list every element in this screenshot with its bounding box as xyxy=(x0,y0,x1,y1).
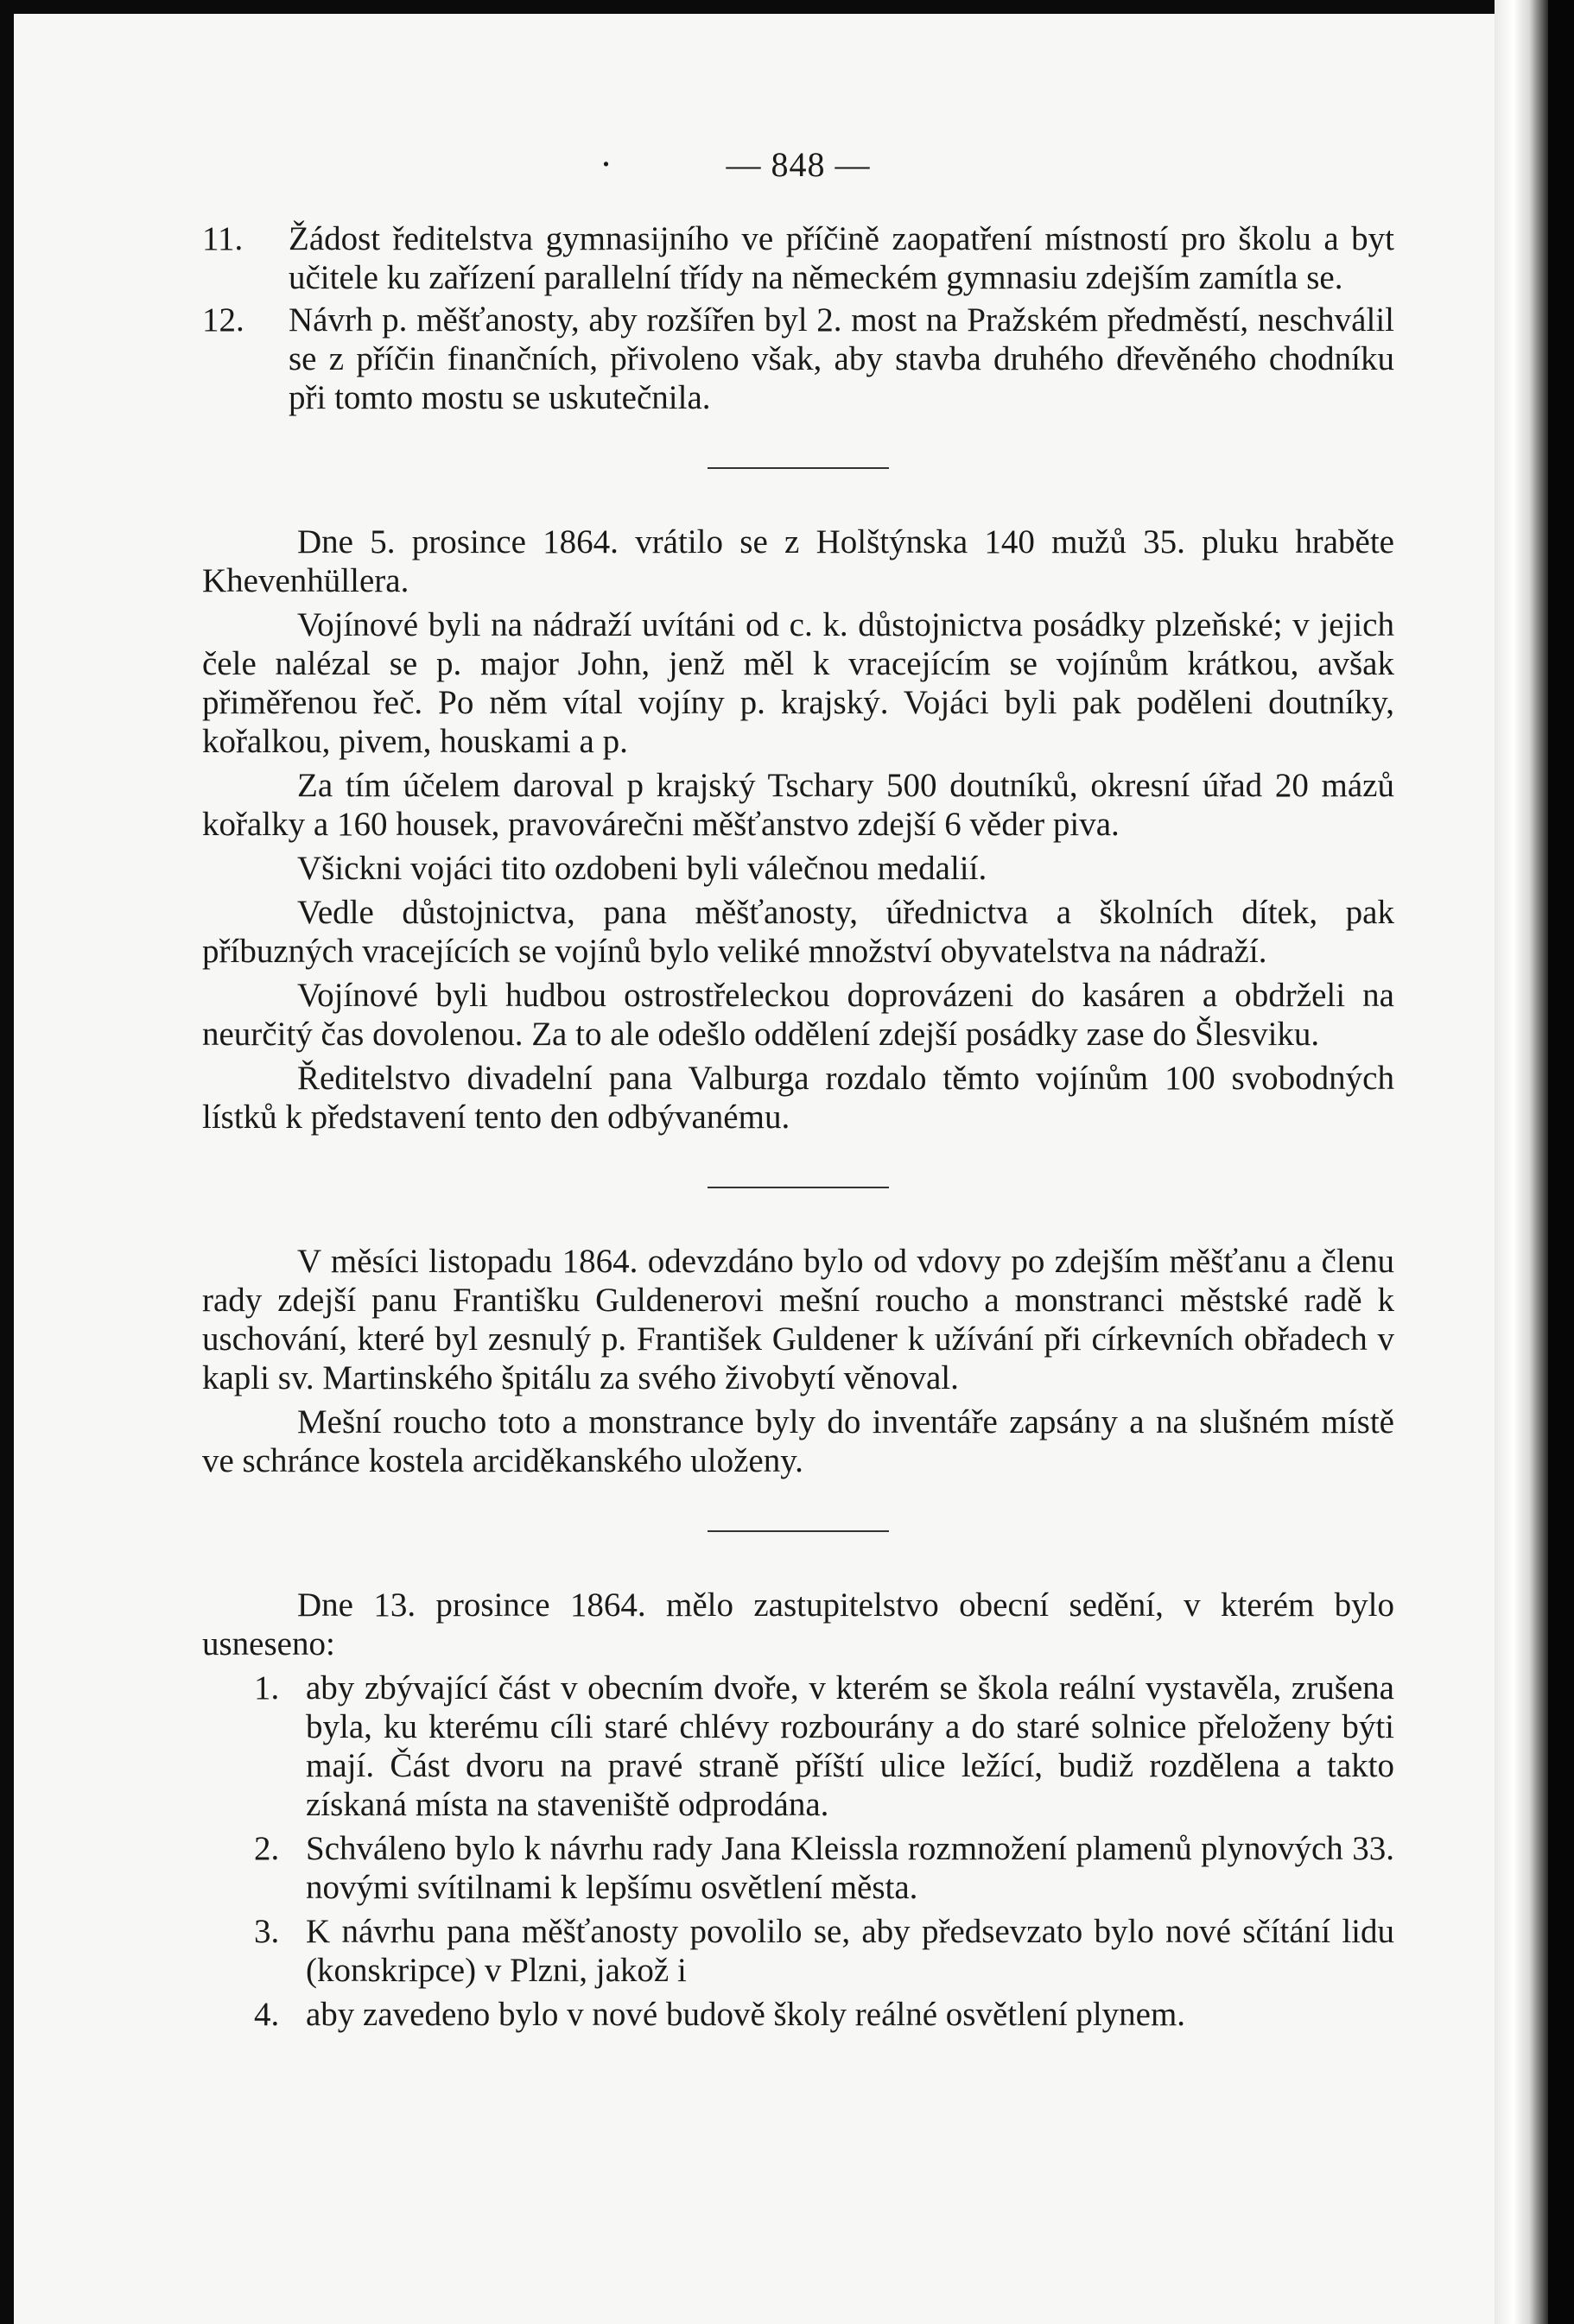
item-text: K návrhu pana měšťanosty povolilo se, aby předsevzato bylo nové sčítání lidu (konskripce) v Plzni, jakož i xyxy=(306,1913,1394,1989)
item-number: 4. xyxy=(254,1996,280,2033)
list-item xyxy=(202,1669,1394,1824)
section-divider xyxy=(708,1187,889,1188)
paragraph: Dne 5. prosince 1864. vrátilo se z Holštýnska 140 mužů 35. pluku hraběte Khevenhüllera. xyxy=(202,523,1394,599)
list-item xyxy=(202,301,1394,417)
item-number: 12. xyxy=(202,301,244,339)
page-text xyxy=(202,130,1394,2039)
section-divider xyxy=(708,1530,889,1532)
page-fold xyxy=(1495,0,1548,2324)
paragraph: V měsíci listopadu 1864. odevzdáno bylo od vdovy po zdejším měšťanu a členu rady zdejší panu Františku Guldenerovi mešní roucho a monstranci městské radě k uschování, které byl zesnulý p. František Guldener k užívání při církevních obřadech v kapli sv. Martinského špitálu za svého živobytí věnoval. xyxy=(202,1243,1394,1396)
scan-edge xyxy=(1548,0,1574,2324)
paragraph: Mešní roucho toto a monstrance byly do inventáře zapsány a na slušném místě ve schránce kostela arciděkanského uloženy. xyxy=(202,1403,1394,1479)
paragraph: Vojínové byli na nádraží uvítáni od c. k. důstojnictva posádky plzeňské; v jejich čele nalézal se p. major John, jenž měl k vracejícím se vojínům krátkou, avšak přiměřenou řeč. Po něm vítal vojíny p. krajský. Vojáci byli pak poděleni doutníky, kořalkou, pivem, houskami a p. xyxy=(202,606,1394,760)
page-number: — 848 — xyxy=(726,145,871,184)
paragraph: Vedle důstojnictva, pana měšťanosty, úřednictva a školních dítek, pak příbuzných vracejících se vojínů bylo veliké množství obyvatelstva na nádraží. xyxy=(202,894,1394,970)
paragraph: Ředitelstvo divadelní pana Valburga rozdalo těmto vojínům 100 svobodných lístků k představení tento den odbývanému. xyxy=(202,1060,1394,1136)
paragraph: Všickni vojáci tito ozdobeni byli válečnou medalií. xyxy=(297,850,987,887)
item-number: 1. xyxy=(254,1669,280,1707)
list-item xyxy=(202,219,1394,297)
paragraph: Dne 13. prosince 1864. mělo zastupitelstvo obecní sedění, v kterém bylo usneseno: xyxy=(202,1586,1394,1662)
page-mark: . xyxy=(601,132,611,174)
paragraph: Vojínové byli hudbou ostrostřeleckou doprovázeni do kasáren a obdrželi na neurčitý čas dovolenou. Za to ale odešlo oddělení zdejší posádky zase do Šlesviku. xyxy=(202,977,1394,1053)
list-item xyxy=(202,1995,1394,2034)
item-text: aby zbývající část v obecním dvoře, v kterém se škola reální vystavěla, zrušena byla, ku kterému cíli staré chlévy rozbourány a do staré solnice přeloženy býti mají. Část dvoru na pravé straně příští ulice ležící, budiž rozdělena a takto získaná místa na staveniště odprodána. xyxy=(306,1669,1394,1823)
list-item xyxy=(202,1829,1394,1907)
item-number: 2. xyxy=(254,1830,280,1867)
item-text: Žádost ředitelstva gymnasijního ve příčině zaopatření místností pro školu a byt učitele ku zařízení parallelní třídy na německém gymnasiu zdejším zamítla se. xyxy=(289,220,1394,296)
item-text: Návrh p. měšťanosty, aby rozšířen byl 2. most na Pražském předměstí, neschválil se z příčin finančních, přivoleno však, aby stavba druhého dřevěného chodníku při tomto mostu se uskutečnila. xyxy=(289,301,1394,416)
item-number: 3. xyxy=(254,1913,280,1950)
item-text: Schváleno bylo k návrhu rady Jana Kleissla rozmnožení plamenů plynových 33. novými svítilnami k lepšímu osvětlení města. xyxy=(306,1830,1394,1906)
list-item xyxy=(202,1912,1394,1990)
section-divider xyxy=(708,467,889,469)
item-number: 11. xyxy=(202,220,244,257)
item-text: aby zavedeno bylo v nové budově školy reálné osvětlení plynem. xyxy=(306,1996,1186,2033)
paragraph: Za tím účelem daroval p krajský Tschary 500 doutníků, okresní úřad 20 mázů kořalky a 160 housek, pravovárečni měšťanstvo zdejší 6 věder piva. xyxy=(202,767,1394,843)
